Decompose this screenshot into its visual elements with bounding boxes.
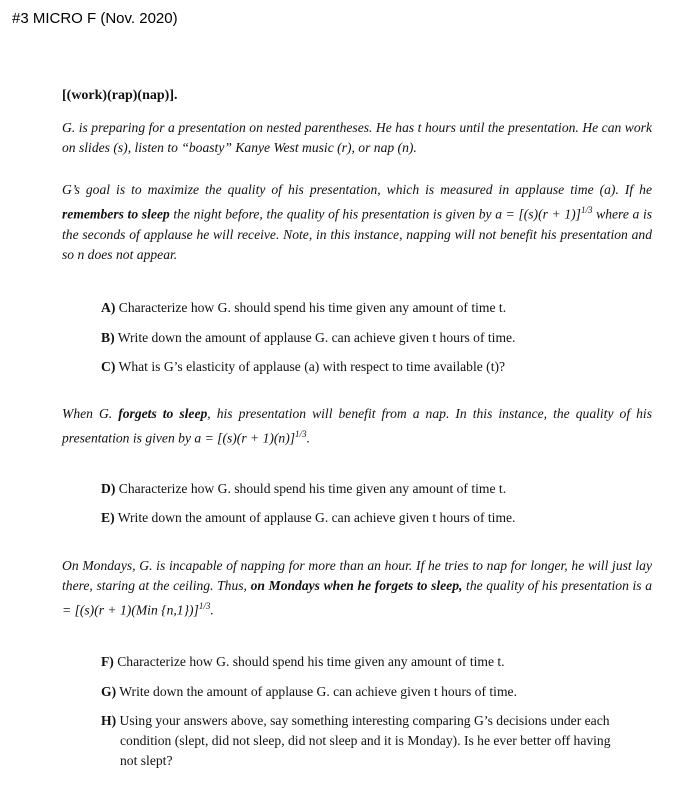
question-f-text: Characterize how G. should spend his time given any amount of time t. xyxy=(113,654,505,669)
question-g-label: G) xyxy=(101,684,117,699)
question-c-text: What is G’s elasticity of applause (a) with respect to time available (t)? xyxy=(115,359,506,374)
question-g-text: Write down the amount of applause G. can achieve given t hours of time. xyxy=(116,684,517,699)
no-sleep-pre-text: When G. xyxy=(62,406,119,421)
no-sleep-bold-text: forgets to sleep xyxy=(118,406,208,421)
intro-text: G. is preparing for a presentation on nested parentheses. He has t hours until the presentation. He can work on slides (s), listen to “boasty” Kanye West music (r), or nap (n). xyxy=(62,120,652,155)
question-a-label: A) xyxy=(101,300,116,315)
no-sleep-post-text: . xyxy=(306,430,310,446)
question-b-text: Write down the amount of applause G. can achieve given t hours of time. xyxy=(114,330,516,345)
monday-mid-text: the quality of his presentation is a = [(s)(r + 1)(Min {n,1})] xyxy=(62,578,653,618)
no-sleep-paragraph xyxy=(62,404,652,449)
question-e-label: E) xyxy=(101,510,115,525)
monday-exponent: 1/3 xyxy=(198,601,211,611)
question-h xyxy=(101,711,620,771)
question-f xyxy=(101,652,621,672)
question-e xyxy=(101,508,621,528)
sleep-exponent: 1/3 xyxy=(580,205,593,215)
intro-paragraph xyxy=(62,118,652,158)
monday-bold-text: on Mondays when he forgets to sleep, xyxy=(250,578,463,593)
question-f-label: F) xyxy=(101,654,114,669)
question-d-text: Characterize how G. should spend his time given any amount of time t. xyxy=(115,481,507,496)
no-sleep-mid-text: , his presentation will benefit from a nap. In this instance, the quality of his presentation is given by a = [(s)(r + 1)(n)] xyxy=(62,406,652,446)
question-c xyxy=(101,357,621,377)
question-a-text: Characterize how G. should spend his time given any amount of time t. xyxy=(115,300,507,315)
sleep-bold-text: remembers to sleep xyxy=(62,206,170,222)
question-d xyxy=(101,479,621,499)
question-h-label: H) xyxy=(101,713,117,728)
sleep-mid-text: the night before, the quality of his presentation is given by a = [(s)(r + 1)] xyxy=(169,206,581,222)
question-g xyxy=(101,682,621,702)
problem-title: [(work)(rap)(nap)]. xyxy=(62,88,178,103)
document-header: #3 MICRO F (Nov. 2020) xyxy=(12,10,178,27)
sleep-post-text: where a is the seconds of applause he will receive. Note, in this instance, napping will not benefit his presentation and so n does not appear. xyxy=(62,206,653,262)
no-sleep-exponent: 1/3 xyxy=(295,429,307,439)
question-c-label: C) xyxy=(101,359,116,374)
question-b-label: B) xyxy=(101,330,115,345)
question-b xyxy=(101,328,621,348)
sleep-pre-text: G’s goal is to maximize the quality of his presentation, which is measured in applause time (a). If he xyxy=(62,182,652,197)
question-a xyxy=(101,298,621,318)
question-h-text: Using your answers above, say something interesting comparing G’s decisions under each condition (slept, did not sleep, did not sleep and it is Monday). Is he ever better off having not slept? xyxy=(116,713,611,768)
monday-post-text: . xyxy=(210,602,214,618)
question-d-label: D) xyxy=(101,481,116,496)
monday-pre-text: On Mondays, G. is incapable of napping for more than an hour. If he tries to nap for longer, he will just lay there, staring at the ceiling. Thus, xyxy=(62,558,652,593)
question-e-text: Write down the amount of applause G. can achieve given t hours of time. xyxy=(114,510,516,525)
sleep-paragraph xyxy=(62,180,652,265)
monday-paragraph xyxy=(62,556,652,621)
